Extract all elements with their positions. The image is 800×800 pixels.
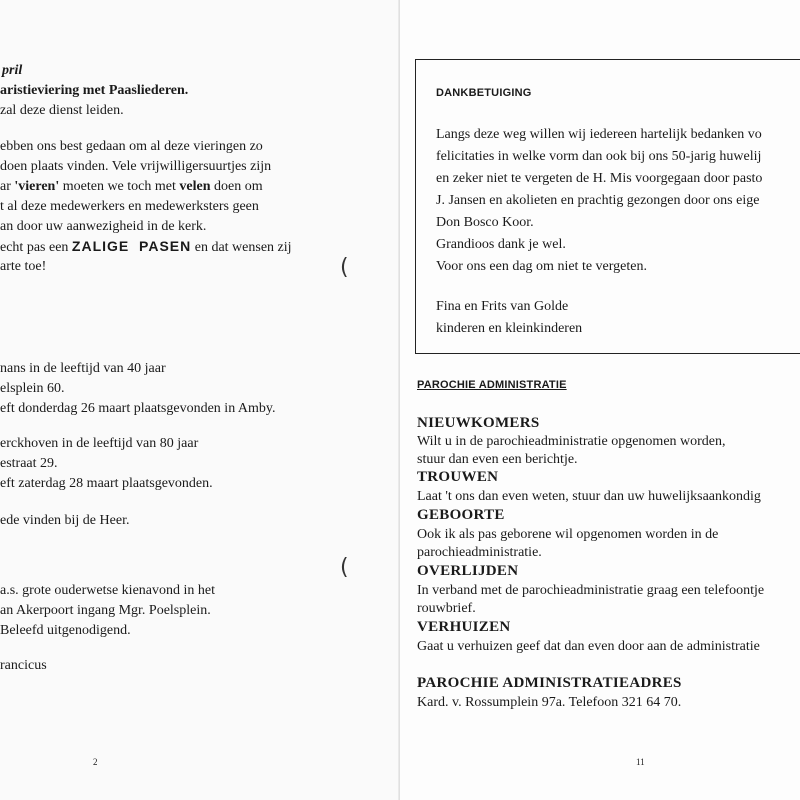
text-line: rouwbrief. [417,601,476,616]
dank-line: Don Bosco Koor. [436,215,534,230]
dank-line: Langs deze weg willen wij iedereen hartelijk bedanken vo [436,127,762,142]
dankbetuiging-box [415,59,800,354]
punch-hole-mark: ( [340,555,349,580]
text-line: echt pas een ZALIGE PASEN en dat wensen zij [0,238,292,255]
verhuizen-heading: VERHUIZEN [417,619,511,635]
text-line: ede vinden bij de Heer. [0,513,130,528]
text-line: doen plaats vinden. Vele vrijwilligersuurtjes zijn [0,159,272,174]
dank-line: J. Jansen en akolieten en prachtig gezongen door ons eige [436,193,760,208]
text-line: Ook ik als pas geborene wil opgenomen worden in de [417,527,719,542]
nieuwkomers-heading: NIEUWKOMERS [417,415,540,431]
right-page [400,0,800,800]
overlijden-heading: OVERLIJDEN [417,563,519,579]
text-line: an Akerpoort ingang Mgr. Poelsplein. [0,603,211,618]
text-line: stuur dan even een berichtje. [417,452,578,467]
text-line: eft zaterdag 28 maart plaatsgevonden. [0,476,213,491]
text-line: parochieadministratie. [417,545,542,560]
text-line: Beleefd uitgenodigend. [0,623,131,638]
dank-line: Voor ons een dag om niet te vergeten. [436,259,647,274]
text-line: ar 'vieren' moeten we toch met velen doen om [0,179,263,194]
text-line: t al deze medewerkers en medewerksters geen [0,199,259,214]
text-line: Laat 't ons dan even weten, stuur dan uw huwelijksaankondig [417,489,761,504]
page-number: 11 [636,757,645,767]
text-line: erckhoven in de leeftijd van 80 jaar [0,436,199,451]
text-line: ebben ons best gedaan om al deze vieringen zo [0,139,263,154]
text-line: elsplein 60. [0,381,65,396]
dank-signature-line: kinderen en kleinkinderen [436,321,583,336]
dank-line: felicitaties in welke vorm dan ook bij ons 50-jarig huwelij [436,149,762,164]
text-line: a.s. grote ouderwetse kienavond in het [0,583,215,598]
text-line: zal deze dienst leiden. [0,103,124,118]
dank-line: Grandioos dank je wel. [436,237,566,252]
text-line: In verband met de parochieadministratie graag een telefoontje [417,583,765,598]
dank-signature-line: Fina en Frits van Golde [436,299,569,314]
text-line: eft donderdag 26 maart plaatsgevonden in Amby. [0,401,276,416]
text-line: nans in de leeftijd van 40 jaar [0,361,166,376]
text-line: estraat 29. [0,456,58,471]
text-line: arte toe! [0,259,47,274]
trouwen-heading: TROUWEN [417,469,499,485]
dank-line: en zeker niet te vergeten de H. Mis voorgegaan door pasto [436,171,763,186]
text-line: Wilt u in de parochieadministratie opgenomen worden, [417,434,726,449]
geboorte-heading: GEBOORTE [417,507,505,523]
dankbetuiging-title: DANKBETUIGING [436,87,532,99]
admin-title: PAROCHIE ADMINISTRATIE [417,379,567,391]
page-number: 2 [93,757,98,767]
date-heading: pril [2,63,23,78]
text-line: Gaat u verhuizen geef dat dan even door aan de administratie [417,639,760,654]
punch-hole-mark: ( [340,255,349,280]
adres-heading: PAROCHIE ADMINISTRATIEADRES [417,675,682,691]
adres-line: Kard. v. Rossumplein 97a. Telefoon 321 64 70. [417,695,682,710]
text-line: an door uw aanwezigheid in de kerk. [0,219,207,234]
text-line: rancicus [0,658,47,673]
service-title: aristieviering met Paasliederen. [0,83,189,98]
